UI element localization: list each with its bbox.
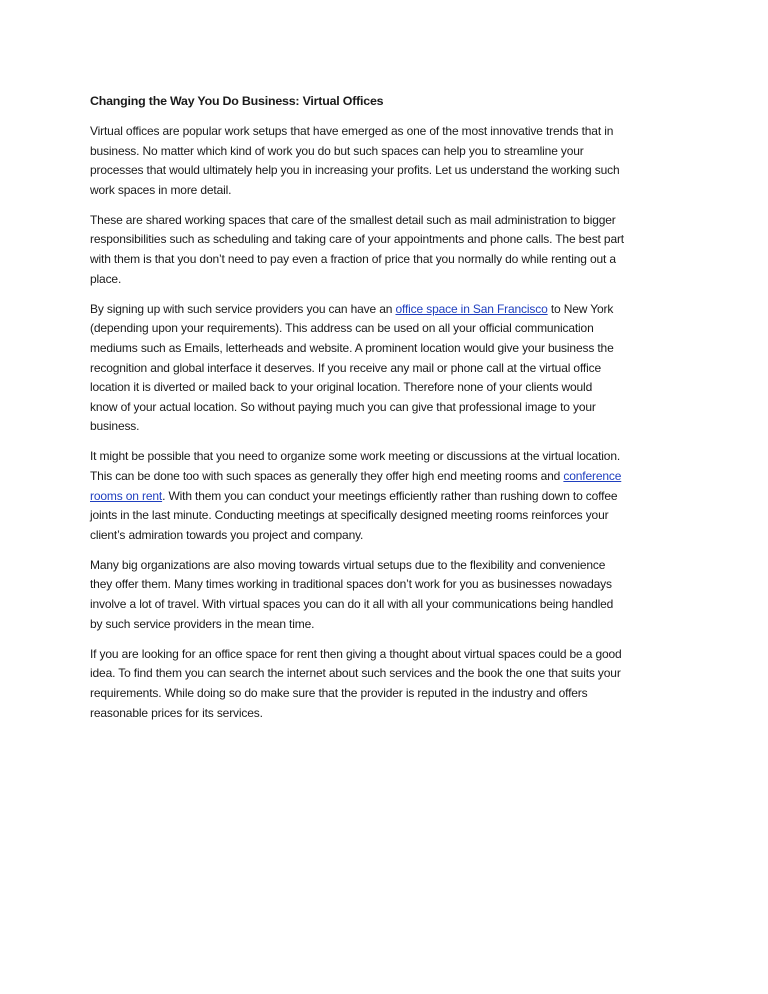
- text-line: [90, 378, 690, 398]
- text-segment: By signing up with such service providers you can have an: [90, 301, 396, 316]
- text-segment: . With them you can conduct your meetings efficiently rather than rushing down to coffee: [162, 488, 618, 503]
- text-line: [90, 161, 690, 181]
- text-line: [90, 487, 690, 507]
- text-segment: joints in the last minute. Conducting meetings at specifically designed meeting rooms reinforces your: [90, 508, 609, 523]
- text-segment: to New York: [547, 301, 614, 316]
- text-line: [90, 645, 690, 665]
- text-segment: mediums such as Emails, letterheads and website. A prominent location would give your business the: [90, 340, 614, 355]
- hyperlink[interactable]: conference: [563, 469, 622, 483]
- paragraph-5: [90, 556, 690, 634]
- text-segment: Virtual offices are popular work setups that have emerged as one of the most innovative trends that in: [90, 124, 614, 138]
- text-line: [90, 664, 690, 684]
- text-segment: work spaces in more detail.: [90, 182, 232, 197]
- text-segment: reasonable prices for its services.: [90, 705, 263, 720]
- text-line: [90, 300, 690, 320]
- text-line: [90, 556, 690, 576]
- text-segment: know of your actual location. So without paying much you can give that professional image to your: [90, 399, 596, 414]
- text-line: [90, 684, 690, 704]
- text-segment: business. No matter which kind of work you do but such spaces can help you to streamline your: [90, 143, 584, 158]
- text-segment: recognition and global interface it deserves. If you receive any mail or phone call at the virtual office: [90, 360, 601, 375]
- text-line: [90, 181, 690, 201]
- paragraph-3: [90, 300, 690, 437]
- text-line: [90, 122, 690, 142]
- text-segment: client’s admiration towards you project and company.: [90, 527, 364, 542]
- text-line: [90, 398, 690, 418]
- text-line: [90, 270, 690, 290]
- paragraph-2: [90, 211, 690, 289]
- text-line: [90, 250, 690, 270]
- text-segment: processes that would ultimately help you in increasing your profits. Let us understand the working such: [90, 163, 620, 178]
- text-line: [90, 467, 690, 487]
- text-line: [90, 359, 690, 379]
- hyperlink[interactable]: office space in San Francisco: [395, 301, 548, 316]
- text-line: [90, 230, 690, 250]
- text-segment: location it is diverted or mailed back to your original location. Therefore none of your clients would: [90, 380, 593, 395]
- text-segment: with them is that you don’t need to pay even a fraction of price that you normally do while renting out a: [90, 252, 616, 267]
- text-line: [90, 142, 690, 162]
- text-segment: responsibilities such as scheduling and taking care of your appointments and phone calls. The best part: [90, 232, 624, 247]
- document-page: [90, 91, 690, 734]
- text-segment: (depending upon your requirements). This address can be used on all your official communication: [90, 321, 594, 336]
- text-line: [90, 211, 690, 231]
- document-title: Changing the Way You Do Business: Virtual Offices: [90, 94, 384, 108]
- text-line: [90, 704, 690, 724]
- paragraph-6: [90, 645, 690, 723]
- hyperlink[interactable]: rooms on rent: [90, 488, 163, 503]
- text-segment: idea. To find them you can search the internet about such services and the book the one that suits your: [90, 666, 621, 681]
- text-segment: by such service providers in the mean time.: [90, 616, 315, 631]
- paragraph-4: [90, 447, 690, 545]
- text-segment: If you are looking for an office space for rent then giving a thought about virtual spaces could be a good: [90, 646, 622, 661]
- text-segment: Many big organizations are also moving towards virtual setups due to the flexibility and convenience: [90, 557, 606, 572]
- text-line: [90, 417, 690, 437]
- text-segment: requirements. While doing so do make sure that the provider is reputed in the industry and offers: [90, 685, 588, 700]
- text-line: [90, 506, 690, 526]
- text-line: [90, 595, 690, 615]
- text-line: [90, 526, 690, 546]
- text-line: [90, 339, 690, 359]
- text-segment: involve a lot of travel. With virtual spaces you can do it all with all your communications being handled: [90, 597, 614, 612]
- document-body: [90, 122, 690, 723]
- text-line: [90, 575, 690, 595]
- text-line: [90, 615, 690, 635]
- text-segment: place.: [90, 271, 122, 286]
- text-segment: It might be possible that you need to organize some work meeting or discussions at the virtual location.: [90, 449, 621, 464]
- text-segment: These are shared working spaces that care of the smallest detail such as mail administration to bigger: [90, 212, 616, 227]
- text-line: [90, 319, 690, 339]
- text-segment: they offer them. Many times working in traditional spaces don’t work for you as businesses nowadays: [90, 577, 612, 592]
- text-segment: This can be done too with such spaces as generally they offer high end meeting rooms and: [90, 469, 564, 483]
- paragraph-1: [90, 122, 690, 200]
- text-line: [90, 447, 690, 467]
- text-segment: business.: [90, 419, 140, 434]
